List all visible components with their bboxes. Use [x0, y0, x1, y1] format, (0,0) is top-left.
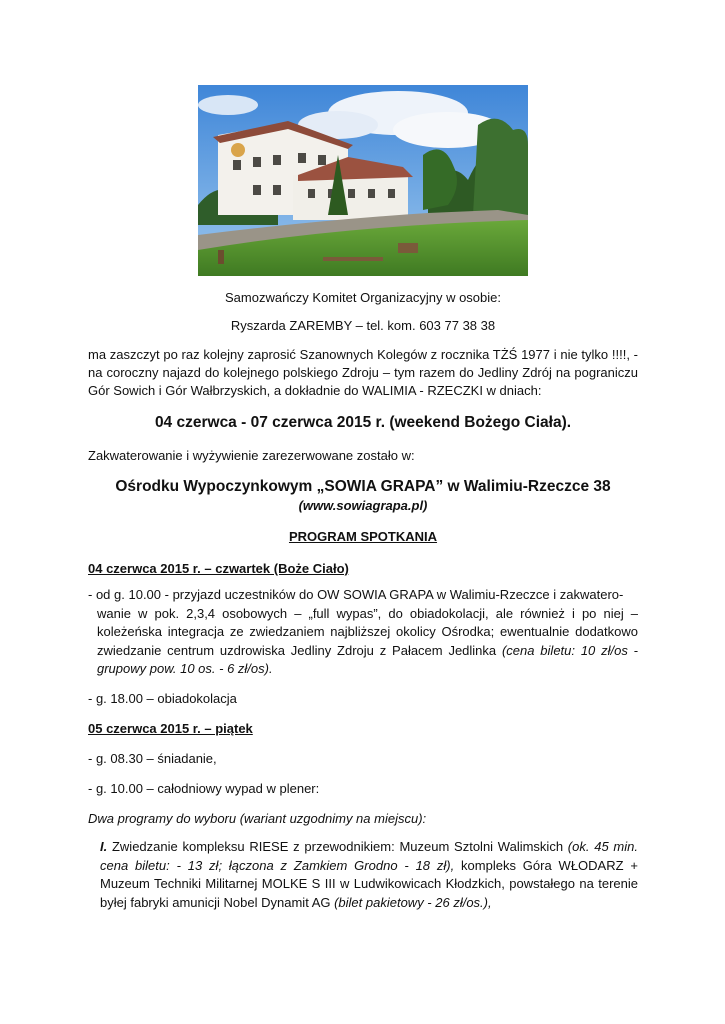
committee-line: Samozwańczy Komitet Organizacyjny w osobie:: [224, 290, 501, 305]
program-choice-note: Dwa programy do wyboru (wariant uzgodnimy na miejscu):: [88, 811, 427, 826]
day2-title: 05 czerwca 2015 r. – piątek: [88, 721, 253, 736]
event-dates: 04 czerwca - 07 czerwca 2015 r. (weekend Bożego Ciała).: [154, 414, 572, 431]
item-text-first: od g. 10.00 - przyjazd uczestników do OW SOWIA GRAPA w Walimiu-Rzeczce i zakwatero-: [95, 587, 624, 602]
day1-item-arrival: [88, 586, 638, 679]
resort-photo: [198, 85, 528, 276]
organizer-line: Ryszarda ZAREMBY – tel. kom. 603 77 38 38: [230, 318, 496, 333]
item-text-rest: wanie w pok. 2,3,4 osobowych – „full wypas”, do obiadokolacji, ale również i po niej – koleżeńska integracja ze zwiedzaniem najbliższej okolicy Ośrodka; ewentualnie dodatkowo zwiedzanie centrum uzdrowiska Jedliny Zdroju z Pałacem Jedlinka: [97, 605, 638, 658]
day1-item-dinner: - g. 18.00 – obiadokolacja: [88, 691, 237, 706]
item-dash: -: [88, 587, 96, 602]
option-text-2: kompleks Góra WŁODARZ + Muzeum Techniki Militarnej MOLKE S III w Ludwikowicach Kłodzkich, powstałego na terenie byłej fabryki amunicji Nobel Dynamit AG: [100, 857, 638, 910]
accommodation-intro: Zakwaterowanie i wyżywienie zarezerwowane zostało w:: [88, 448, 415, 463]
option-text-1: Zwiedzanie kompleksu RIESE z przewodnikiem: Muzeum Sztolni Walimskich: [107, 839, 568, 854]
option-one: [100, 838, 638, 912]
invitation-paragraph: ma zaszczyt po raz kolejny zaprosić Szanownych Kolegów z rocznika TŻŚ 1977 i nie tylko !!!!, - na coroczny najazd do kolejnego polskiego Zdroju – tym razem do Jedliny Zdrój na pograniczu Gór Sowich i Gór Wałbrzyskich, a dokładnie do WALIMIA - RZECZKI w dniach:: [88, 347, 638, 398]
resort-building-image: [198, 85, 528, 276]
day2-item-breakfast: - g. 08.30 – śniadanie,: [88, 751, 217, 766]
option-number: I.: [100, 839, 108, 854]
option-price-1: (ok. 45 min. cena biletu: - 13 zł; łączona z Zamkiem Grodno - 18 zł),: [100, 839, 638, 873]
venue-name: Ośrodku Wypoczynkowym „SOWIA GRAPA” w Walimiu-Rzeczce 38: [115, 478, 611, 495]
day1-title: 04 czerwca 2015 r. – czwartek (Boże Ciało): [88, 561, 349, 576]
day2-item-outing: - g. 10.00 – całodniowy wypad w plener:: [88, 781, 320, 796]
venue-website: (www.sowiagrapa.pl): [298, 498, 428, 513]
option-price-2: (bilet pakietowy - 26 zł/os.),: [334, 894, 492, 910]
item-price-note: (cena biletu: 10 zł/os - grupowy pow. 10 os. - 6 zł/os).: [97, 642, 638, 676]
program-title: PROGRAM SPOTKANIA: [288, 529, 438, 544]
